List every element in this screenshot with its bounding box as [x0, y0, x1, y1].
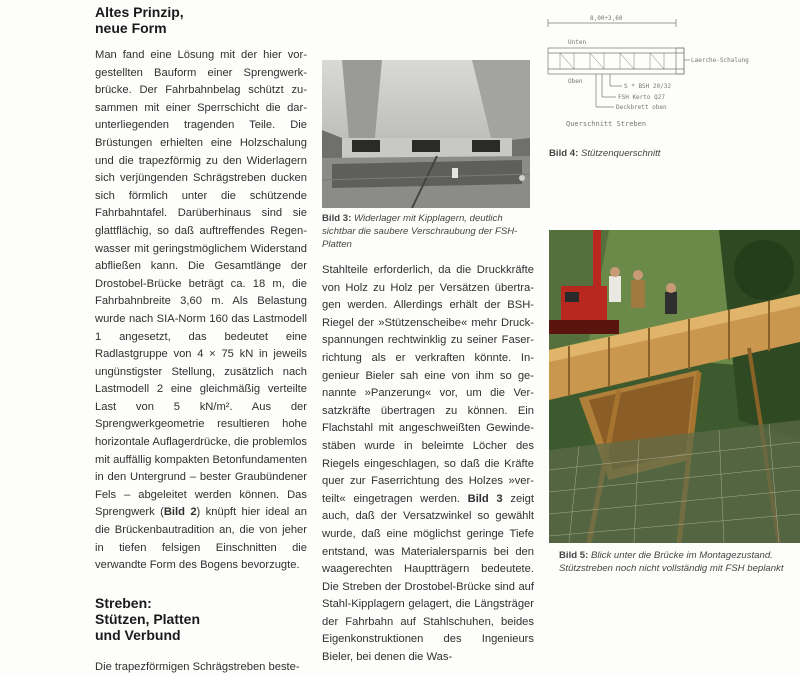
- drawing-label-bsh: S * BSH 20/32: [624, 83, 671, 90]
- column-2: [322, 262, 534, 667]
- heading-line: Streben:: [95, 594, 152, 611]
- heading-line: und Verbund: [95, 626, 181, 643]
- heading-line: neue Form: [95, 20, 167, 36]
- body-paragraph-cutoff: Die trapezförmigen Schrägstreben beste-: [95, 660, 300, 673]
- figure-label: Bild 4:: [549, 148, 579, 159]
- figure-3-caption: Bild 3: Widerlager mit Kipplagern, deutlich sichtbar die saubere Verschraubung der FSH-Platten: [322, 213, 518, 250]
- figure-label: Bild 3:: [322, 213, 352, 224]
- figure-reference: Bild 2: [163, 506, 197, 519]
- figure-5-photo: [549, 230, 800, 543]
- figure-reference: Bild 3: [467, 492, 503, 505]
- figure-4-cross-section-drawing: [538, 8, 768, 130]
- figure-5-caption: Bild 5: Blick unter die Brücke im Montagezustand. Stützstreben noch nicht vollständig mit FSH beplankt: [559, 550, 784, 574]
- column-1: [95, 4, 307, 676]
- drawing-label-oben: Oben: [568, 78, 583, 85]
- figure-label: Bild 5:: [559, 550, 589, 561]
- figure-4-caption: Bild 4: Stützenquerschnitt: [549, 148, 661, 159]
- body-paragraph: Stahlteile erforderlich, da die Druckkräfte von Holz zu Holz per Versätzen übertragen werden. Allerdings erhält der BSH-Riegel der »Stützenscheibe« mehr Druckspannungen rechtwinklig zu seiner Faserrichtung als er verkraften könnte. Ingenieur Bieler sah eine von ihm so genannte »Panzerung« vor, um die Versatzkräfte übertragen zu können. Ein Flachstahl mit angeschweißten Gewindestäben wurde in beleimte Löcher des Riegels eingeschlagen, so daß die Kräfte quer zur Faserrichtung des Holzes »verteilt« eingetragen werden. Bild 3 zeigt auch, daß der Versatzwinkel so gewählt wurde, daß eine möglichst geringe Tiefe entstand, was Materialersparnis bei den waagerechten Hauptträgern bedeutete. Die Streben der Drostobel-Brücke sind auf Stahl-Kipplagern gelagert, die Längsträger der Fahrbahn auf Stahlschuhen, beides Eigenkonstruktionen des Ingenieurs Bieler, bei denen die Was-: [322, 264, 534, 664]
- section-heading-altes-prinzip: [95, 4, 307, 36]
- section-heading-streben: [95, 595, 307, 643]
- drawing-label-kerto: FSH Kerto Q27: [618, 94, 665, 101]
- drawing-label-schalung: Laerche-Schalung: [691, 57, 749, 64]
- figure-3-photo: [322, 60, 530, 208]
- drawing-title: Querschnitt Streben: [566, 120, 647, 128]
- drawing-label-deckbrett: Deckbrett oben: [616, 104, 667, 111]
- drawing-label-unten: Unten: [568, 39, 587, 46]
- drawing-dimension: 8,00÷3,60: [590, 15, 623, 22]
- heading-line: Altes Prinzip,: [95, 4, 184, 20]
- body-paragraph: Man fand eine Lösung mit der hier vorgestellten Bauform einer Sprengwerkbrücke. Der Fahrbahnbelag schützt zusammen mit einer Sperrschicht die darunterliegenden tragenden Teile. Die Brüstungen erhielten eine Holzschalung und die trapezförmig zu den Widerlagern sich verjüngenden Schrägstreben ducken sich förmlich unter die schützende Fahrbahntafel. Darüberhinaus sind sie glattflächig, so daß auftreffendes Regenwasser mit geringstmöglichem Widerstand abfließen kann. Die Gesamtlänge der Drostobel-Brücke beträgt ca. 18 m, die Fahrbahnbreite 3,60 m. Als Belastung wurde nach SIA-Norm 160 das Lastmodell 1 angesetzt, das bedeutet eine Radlastgruppe von 4 × 75 kN in jeweils ungünstigster Stellung, zusätzlich nach Lastmodell 2 eine gleichmäßig verteilte Last von 5 kN/m². Aus der Sprengwerkgeometrie resultieren hohe horizontale Auflagerdrücke, die problemlos mit auffällig kompakten Betonfundamenten in den Untergrund – bester Graubündener Fels – abgeleitet werden können. Das Sprengwerk (Bild 2) knüpft hier ideal an die Brückenbautradition an, die von jeher in tiefen felsigen Einschnitten die verwandte Form des Bogens bevorzugte.: [95, 49, 308, 572]
- heading-line: Stützen, Platten: [95, 610, 201, 627]
